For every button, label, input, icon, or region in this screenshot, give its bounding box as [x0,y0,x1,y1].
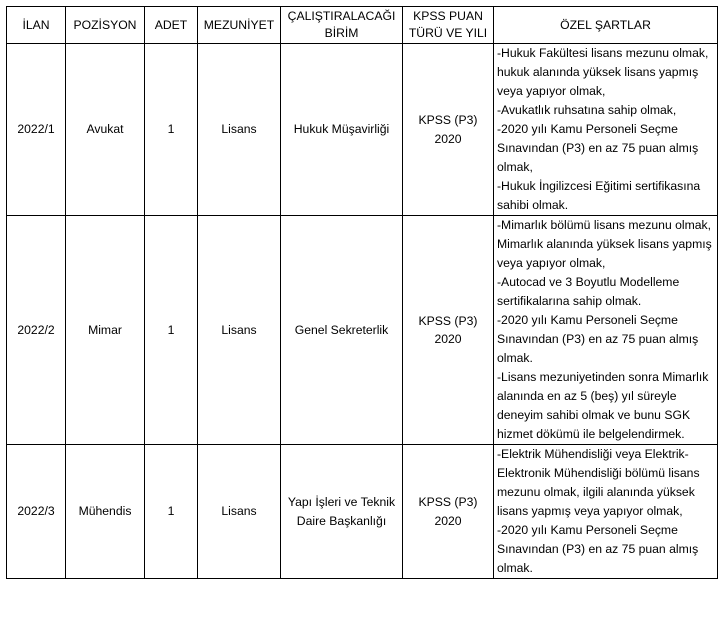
cell-kpss-line: 2020 [434,332,462,346]
cell-sartlar [494,44,718,216]
cell-kpss-line: KPSS (P3) [418,495,478,509]
header-birim [281,7,403,44]
job-postings-table [6,6,718,579]
condition-line: veya yapıyor olmak, [497,256,606,270]
cell-adet: 1 [145,216,198,445]
condition-line: olmak, [497,160,533,174]
cell-pozisyon: Avukat [66,44,145,216]
cell-birim [281,44,403,216]
condition-line: -Elektrik Mühendisliği veya Elektrik- [497,447,689,461]
header-kpss [403,7,494,44]
cell-birim [281,216,403,445]
condition-line: -2020 yılı Kamu Personeli Seçme [497,122,678,136]
cell-ilan: 2022/2 [7,216,66,445]
cell-kpss-line: 2020 [434,131,462,146]
condition-line: -2020 yılı Kamu Personeli Seçme [497,313,678,327]
condition-line: alanında en az 5 (beş) yıl süreyle [497,389,677,403]
cell-pozisyon: Mühendis [66,445,145,579]
condition-line: Sınavından (P3) en az 75 puan almış [497,141,699,155]
condition-line: olmak. [497,561,533,575]
cell-kpss [403,44,494,216]
table-row [7,216,718,445]
header-birim-line: BİRİM [324,26,359,40]
table-row [7,445,718,579]
header-sartlar: ÖZEL ŞARTLAR [494,7,718,44]
condition-line: Mimarlık alanında yüksek lisans yapmış [497,237,712,251]
condition-line: lisans yapmış veya yapıyor olmak, [497,504,683,518]
header-mezuniyet: MEZUNİYET [198,7,281,44]
cell-ilan: 2022/3 [7,445,66,579]
condition-line: deneyim sahibi olmak ve bunu SGK [497,408,691,422]
condition-line: Sınavından (P3) en az 75 puan almış [497,542,699,556]
condition-line: -Avukatlık ruhsatına sahip olmak, [497,103,677,117]
cell-ilan: 2022/1 [7,44,66,216]
header-pozisyon: POZİSYON [66,7,145,44]
condition-line: hukuk alanında yüksek lisans yapmış [497,65,699,79]
condition-line: -Lisans mezuniyetinden sonra Mimarlık [497,370,709,384]
condition-line: -Mimarlık bölümü lisans mezunu olmak, [497,218,712,232]
cell-birim [281,445,403,579]
cell-mezuniyet: Lisans [198,216,281,445]
cell-adet: 1 [145,44,198,216]
cell-adet: 1 [145,445,198,579]
cell-sartlar [494,216,718,445]
condition-line: sahibi olmak. [497,198,569,212]
cell-kpss [403,216,494,445]
cell-birim-line: Hukuk Müşavirliği [293,122,390,137]
cell-pozisyon: Mimar [66,216,145,445]
cell-birim-line: Genel Sekreterlik [294,322,389,337]
condition-line: -2020 yılı Kamu Personeli Seçme [497,523,678,537]
cell-kpss [403,445,494,579]
cell-kpss-line: 2020 [434,513,462,528]
cell-mezuniyet: Lisans [198,445,281,579]
cell-kpss-line: KPSS (P3) [418,113,478,127]
cell-sartlar [494,445,718,579]
header-row [7,7,718,44]
cell-mezuniyet: Lisans [198,44,281,216]
condition-line: -Hukuk Fakültesi lisans mezunu olmak, [497,46,709,60]
condition-line: -Autocad ve 3 Boyutlu Modelleme [497,275,680,289]
table-row [7,44,718,216]
condition-line: olmak. [497,351,533,365]
cell-birim-line: Yapı İşleri ve Teknik [287,495,396,509]
cell-birim-line: Daire Başkanlığı [296,513,387,528]
header-kpss-line: KPSS PUAN [413,9,483,23]
condition-line: Elektronik Mühendisliği bölümü lisans [497,466,700,480]
condition-line: hizmet dökümü ile belgelendirmek. [497,427,685,441]
condition-line: Sınavından (P3) en az 75 puan almış [497,332,699,346]
header-adet: ADET [145,7,198,44]
condition-line: mezunu olmak, ilgili alanında yüksek [497,485,695,499]
condition-line: sertifikalarına sahip olmak. [497,294,642,308]
condition-line: -Hukuk İngilizcesi Eğitimi sertifikasına [497,179,701,193]
header-birim-line: ÇALIŞTIRALACAĞI [287,9,396,23]
condition-line: veya yapıyor olmak, [497,84,606,98]
header-ilan: İLAN [7,7,66,44]
cell-kpss-line: KPSS (P3) [418,313,478,328]
header-kpss-line: TÜRÜ VE YILI [408,26,488,40]
